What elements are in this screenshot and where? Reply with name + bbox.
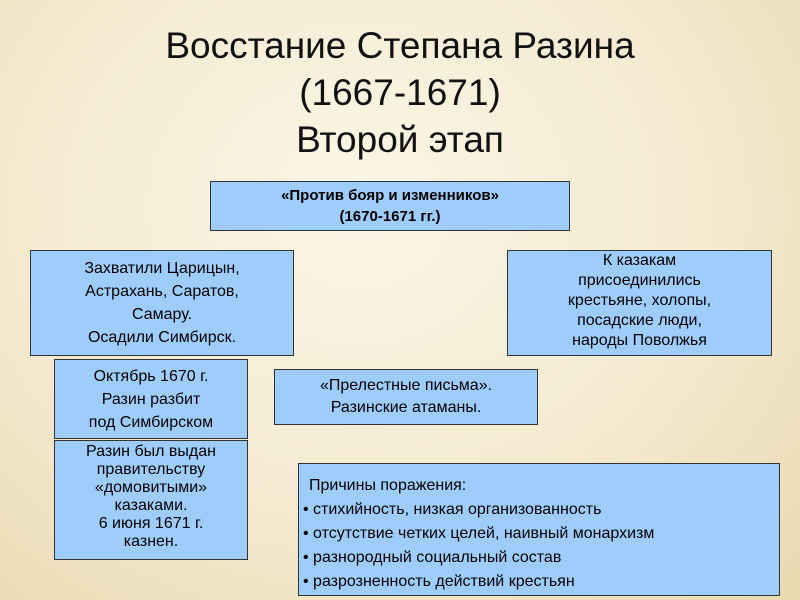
- title-line-2: (1667-1671): [299, 72, 501, 113]
- reasons-item: • стихийность, низкая организованность: [303, 501, 602, 518]
- execution-line: правительству: [96, 461, 206, 478]
- reasons-heading: Причины поражения:: [309, 477, 467, 494]
- joined-box: [507, 250, 772, 356]
- captured-line: Захватили Царицын,: [84, 260, 240, 277]
- reasons-box: [298, 463, 780, 596]
- joined-line: народы Поволжья: [572, 332, 707, 349]
- execution-line: казаками.: [114, 497, 188, 514]
- execution-line: 6 июня 1671 г.: [98, 515, 204, 532]
- captured-line: Астрахань, Саратов,: [85, 283, 239, 300]
- joined-line: присоединились: [578, 272, 701, 289]
- defeat-line: Октябрь 1670 г.: [93, 367, 209, 385]
- joined-line: крестьяне, холопы,: [567, 292, 712, 309]
- execution-box: [54, 440, 248, 560]
- execution-line: Разин был выдан: [86, 443, 216, 460]
- captured-line: Самару.: [131, 306, 193, 323]
- title-line-1: Восстание Степана Разина: [165, 25, 635, 66]
- letters-box: [274, 369, 538, 425]
- letters-line: Разинские атаманы.: [330, 399, 482, 416]
- reasons-item: • отсутствие четких целей, наивный монархизм: [303, 525, 655, 542]
- stage-line: (1670-1671 гг.): [339, 208, 441, 225]
- captured-line: Осадили Симбирск.: [87, 329, 237, 346]
- slide-title: [90, 22, 710, 163]
- joined-line: посадские люди,: [577, 312, 702, 329]
- execution-line: «домовитыми»: [94, 479, 208, 496]
- captured-box: [30, 250, 294, 356]
- reasons-item: • разрозненность действий крестьян: [303, 573, 575, 590]
- title-line-3: Второй этап: [296, 119, 504, 160]
- stage-line: «Против бояр и изменников»: [281, 187, 499, 204]
- execution-line: казнен.: [123, 533, 179, 550]
- joined-line: К казакам: [602, 252, 677, 269]
- defeat-line: под Симбирском: [88, 413, 214, 431]
- reasons-item: • разнородный социальный состав: [303, 549, 562, 566]
- defeat-line: Разин разбит: [101, 390, 201, 408]
- defeat-box: [54, 359, 248, 439]
- stage-box: [210, 181, 570, 231]
- letters-line: «Прелестные письма».: [319, 377, 493, 394]
